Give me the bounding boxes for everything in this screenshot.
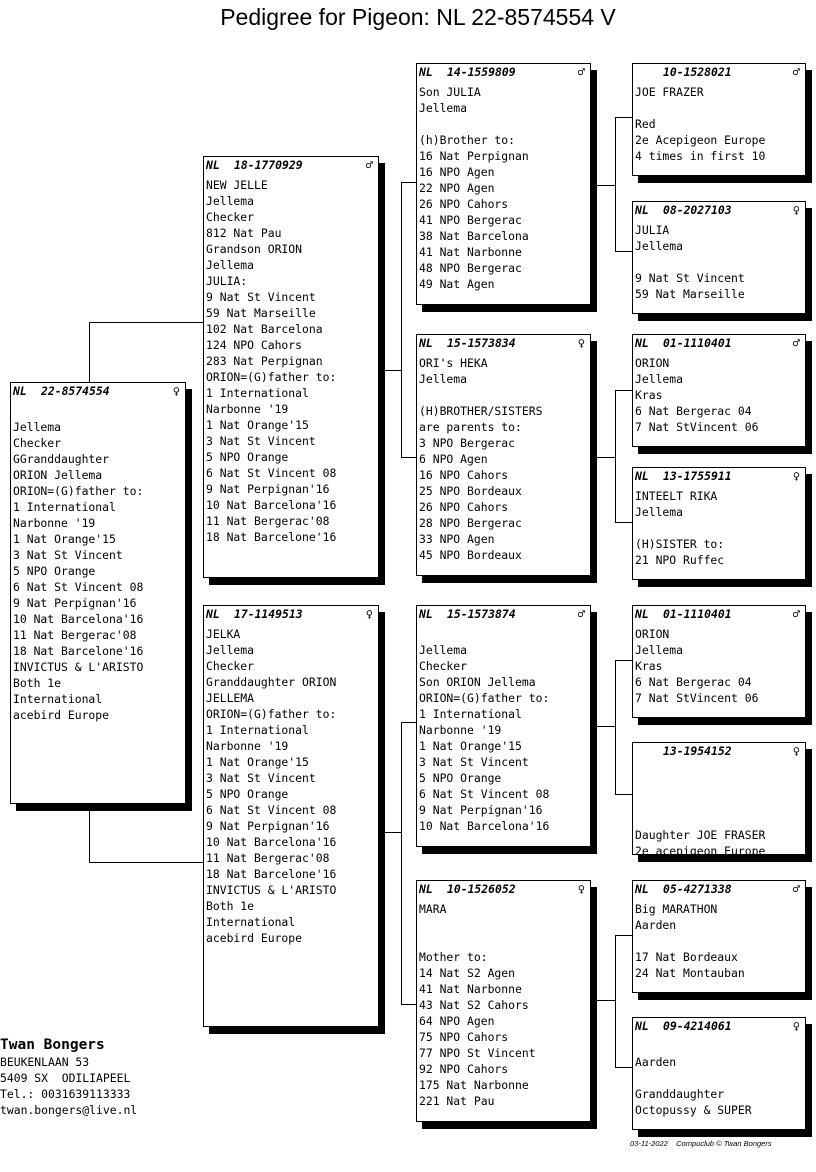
country-prefix: NL [419, 65, 433, 79]
connector [615, 935, 616, 1068]
card-line [419, 116, 590, 132]
card-line [635, 779, 805, 795]
card-line: Granddaughter ORION [206, 675, 337, 689]
card-line: GGranddaughter [13, 452, 110, 466]
ring-number: 01-1110401 [663, 607, 732, 621]
card-line: 1 Nat Orange'15 [206, 755, 309, 769]
card-line: 6 NPO Agen [419, 452, 488, 466]
connector [615, 935, 632, 936]
card-line: 221 Nat Pau [419, 1094, 495, 1108]
card-line: 10 Nat Barcelona'16 [419, 819, 550, 833]
male-icon: ♂ [577, 65, 585, 79]
card-lines [633, 897, 805, 981]
card-line: 64 NPO Agen [419, 1014, 495, 1028]
card-line: International [13, 692, 103, 706]
card-line: Narbonne '19 [206, 402, 289, 416]
card-lines [417, 897, 590, 1109]
connector [615, 660, 616, 795]
card-line: 48 NPO Bergerac [419, 261, 522, 275]
card-lines [633, 218, 805, 302]
ring-number: 14-1559809 [447, 65, 516, 79]
card-header [417, 606, 590, 622]
owner-city: 5409 SX ODILIAPEEL [0, 1071, 131, 1085]
card-line: 16 NPO Cahors [419, 468, 509, 482]
card-line: 3 NPO Bergerac [419, 436, 516, 450]
card-line: 175 Nat Narbonne [419, 1078, 529, 1092]
card-line: INVICTUS & L'ARISTO [13, 660, 144, 674]
card-line: 3 Nat St Vincent [13, 548, 123, 562]
card-line: MARA [419, 902, 447, 916]
connector [401, 722, 402, 1005]
card-lines [204, 173, 378, 545]
card-line: 18 Nat Barcelone'16 [206, 530, 337, 544]
connector [615, 1067, 632, 1068]
card-line [635, 100, 805, 116]
card-line: (H)SISTER to: [635, 537, 725, 551]
card-line [635, 795, 805, 811]
card-line: 14 Nat S2 Agen [419, 966, 516, 980]
card-line: acebird Europe [13, 708, 110, 722]
card-line: ORION [635, 627, 670, 641]
card-line: 77 NPO St Vincent [419, 1046, 536, 1060]
card-line: 7 Nat StVincent 06 [635, 691, 759, 705]
card-line: 1 International [13, 500, 116, 514]
card-line [635, 811, 805, 827]
connector [615, 390, 632, 391]
card-line: 1 Nat Orange'15 [206, 418, 309, 432]
pigeon-card-mmf [632, 880, 806, 993]
card-line [635, 763, 805, 779]
card-line: 1 International [206, 386, 309, 400]
pigeon-card-father [203, 156, 379, 578]
card-line: 5 NPO Orange [206, 450, 289, 464]
connector [615, 390, 616, 523]
connector [89, 862, 204, 863]
card-line: 41 NPO Bergerac [419, 213, 522, 227]
card-line: Octopussy & SUPER [635, 1103, 752, 1117]
card-line: Daughter JOE FRASER [635, 828, 766, 842]
card-line: 11 Nat Bergerac'08 [206, 514, 330, 528]
card-header [11, 383, 185, 399]
card-line: 18 Nat Barcelone'16 [206, 867, 337, 881]
card-line: 41 Nat Narbonne [419, 982, 522, 996]
card-line: 21 NPO Ruffec [635, 553, 725, 567]
card-line: ORION=(G)father to: [206, 707, 337, 721]
card-line [419, 933, 590, 949]
country-prefix: NL [13, 384, 27, 398]
card-line: 102 Nat Barcelona [206, 322, 323, 336]
card-line: 6 Nat St Vincent 08 [206, 803, 337, 817]
ring-number: 09-4214061 [663, 1019, 732, 1033]
male-icon: ♂ [792, 607, 800, 621]
card-line: Both 1e [13, 676, 62, 690]
card-line: 1 International [206, 723, 309, 737]
card-line: 18 Nat Barcelone'16 [13, 644, 144, 658]
female-icon: ♀ [792, 744, 800, 758]
connector [89, 322, 204, 323]
card-line: 10 Nat Barcelona'16 [206, 835, 337, 849]
card-line: 1 International [419, 707, 522, 721]
card-line: Grandson ORION [206, 242, 303, 256]
card-line: 1 Nat Orange'15 [13, 532, 116, 546]
card-line [419, 917, 590, 933]
card-line [13, 403, 185, 419]
card-line: 9 Nat St Vincent [635, 271, 745, 285]
pigeon-card-ff [416, 63, 591, 305]
card-line: JOE FRAZER [635, 85, 704, 99]
card-line: Checker [419, 659, 468, 673]
card-line: Mother to: [419, 950, 488, 964]
card-line: INVICTUS & L'ARISTO [206, 883, 337, 897]
card-line: Jellema [206, 194, 255, 208]
card-line: Granddaughter [635, 1087, 725, 1101]
connector [615, 522, 632, 523]
male-icon: ♂ [577, 607, 585, 621]
connector [615, 660, 632, 661]
card-line [635, 933, 805, 949]
card-lines [633, 80, 805, 164]
card-header [633, 1018, 805, 1034]
card-line: 1 Nat Orange'15 [419, 739, 522, 753]
card-header [417, 335, 590, 351]
card-line: JELKA [206, 627, 241, 641]
country-prefix: NL [419, 607, 433, 621]
card-line: 4 times in first 10 [635, 149, 766, 163]
card-line: 3 Nat St Vincent [206, 771, 316, 785]
card-line: (h)Brother to: [419, 133, 516, 147]
card-line: 3 Nat St Vincent [419, 755, 529, 769]
card-lines [633, 484, 805, 568]
female-icon: ♀ [577, 336, 585, 350]
card-line: 11 Nat Bergerac'08 [206, 851, 330, 865]
card-line: NEW JELLE [206, 178, 268, 192]
card-line: 124 NPO Cahors [206, 338, 303, 352]
male-icon: ♂ [792, 336, 800, 350]
card-line: 92 NPO Cahors [419, 1062, 509, 1076]
card-header [633, 64, 805, 80]
card-line: Jellema [635, 505, 684, 519]
country-prefix: NL [635, 1019, 649, 1033]
card-line: International [206, 915, 296, 929]
female-icon: ♀ [792, 1019, 800, 1033]
male-icon: ♂ [365, 158, 373, 172]
country-prefix: NL [419, 336, 433, 350]
card-lines [417, 80, 590, 292]
card-line: 49 Nat Agen [419, 277, 495, 291]
card-line: ORION=(G)father to: [13, 484, 144, 498]
card-line: Son JULIA [419, 85, 481, 99]
country-prefix: NL [635, 607, 649, 621]
card-line: ORION=(G)father to: [419, 691, 550, 705]
card-line: ORION=(G)father to: [206, 370, 337, 384]
connector [377, 370, 402, 371]
card-line: 6 Nat Bergerac 04 [635, 404, 752, 418]
country-prefix: NL [206, 158, 220, 172]
pigeon-card-mm [416, 880, 591, 1122]
pigeon-card-mff [632, 605, 806, 718]
card-lines [633, 351, 805, 435]
ring-number: 05-4271338 [663, 882, 732, 896]
card-line: Checker [206, 210, 255, 224]
card-line: 5 NPO Orange [419, 771, 502, 785]
card-lines [417, 622, 590, 834]
pigeon-card-fmf [632, 334, 806, 447]
card-line: Big MARATHON [635, 902, 718, 916]
card-line: Jellema [635, 372, 684, 386]
ring-number: 13-1954152 [663, 744, 732, 758]
card-lines [204, 622, 378, 946]
ring-number: 17-1149513 [234, 607, 303, 621]
country-prefix: NL [635, 203, 649, 217]
card-line: Jellema [635, 643, 684, 657]
connector [89, 804, 90, 862]
card-line: Jellema [419, 643, 468, 657]
ring-number: 01-1110401 [663, 336, 732, 350]
card-line: 812 Nat Pau [206, 226, 282, 240]
page-title: Pedigree for Pigeon: NL 22-8574554 V [220, 4, 616, 30]
pigeon-card-mother [203, 605, 379, 1027]
card-line: Narbonne '19 [419, 723, 502, 737]
connector [590, 1000, 616, 1001]
ring-number: 15-1573874 [447, 607, 516, 621]
card-line: Aarden [635, 1055, 677, 1069]
card-line: Checker [13, 436, 62, 450]
card-line: 6 Nat St Vincent 08 [13, 580, 144, 594]
card-line: Jellema [419, 372, 468, 386]
card-line [635, 520, 805, 536]
pigeon-card-mfm [632, 742, 806, 858]
connector [615, 251, 632, 252]
card-line: Both 1e [206, 899, 255, 913]
card-line: 38 Nat Barcelona [419, 229, 529, 243]
country-prefix: NL [419, 882, 433, 896]
owner-info [0, 1036, 137, 1118]
card-line: 9 Nat Perpignan'16 [13, 596, 137, 610]
card-lines [417, 351, 590, 563]
card-line [635, 1070, 805, 1086]
card-line: are parents to: [419, 420, 522, 434]
card-header [633, 743, 805, 759]
card-line: Jellema [13, 420, 62, 434]
card-lines [11, 399, 185, 723]
card-header [417, 881, 590, 897]
connector [89, 322, 90, 383]
pigeon-card-mmm [632, 1017, 806, 1130]
connector [401, 182, 402, 458]
card-line: 9 Nat Perpignan'16 [419, 803, 543, 817]
card-line: ORI's HEKA [419, 356, 488, 370]
card-line: Red [635, 117, 656, 131]
card-line: Narbonne '19 [13, 516, 96, 530]
card-line [635, 254, 805, 270]
card-line: 2e acepigeon Europe [635, 844, 766, 858]
connector [377, 832, 402, 833]
card-line: 6 Nat Bergerac 04 [635, 675, 752, 689]
pigeon-card-ffm [632, 201, 806, 314]
card-line: Narbonne '19 [206, 739, 289, 753]
card-header [633, 606, 805, 622]
card-line: 24 Nat Montauban [635, 966, 745, 980]
owner-address: BEUKENLAAN 53 [0, 1055, 90, 1069]
card-line: acebird Europe [206, 931, 303, 945]
card-line: 43 Nat S2 Cahors [419, 998, 529, 1012]
card-lines [633, 622, 805, 706]
ring-number: 10-1526052 [447, 882, 516, 896]
country-prefix: NL [635, 336, 649, 350]
card-line: 17 Nat Bordeaux [635, 950, 738, 964]
male-icon: ♂ [792, 65, 800, 79]
footer-credit: 03-11-2022 Compuclub © Twan Bongers [630, 1139, 772, 1148]
connector [615, 117, 616, 252]
card-line: 22 NPO Agen [419, 181, 495, 195]
card-header [633, 881, 805, 897]
card-line: 2e Acepigeon Europe [635, 133, 766, 147]
card-line: JULIA: [206, 274, 248, 288]
card-line: 75 NPO Cahors [419, 1030, 509, 1044]
card-header [633, 335, 805, 351]
connector [590, 457, 616, 458]
card-line: 45 NPO Bordeaux [419, 548, 522, 562]
card-header [633, 202, 805, 218]
ring-number: 08-2027103 [663, 203, 732, 217]
male-icon: ♂ [792, 882, 800, 896]
card-line: 9 Nat Perpignan'16 [206, 819, 330, 833]
card-line: Jellema [419, 101, 468, 115]
card-line: 283 Nat Perpignan [206, 354, 323, 368]
card-line: INTEELT RIKA [635, 489, 718, 503]
pigeon-card-fff [632, 63, 806, 176]
card-line: JULIA [635, 223, 670, 237]
pigeon-card-fm [416, 334, 591, 576]
female-icon: ♀ [792, 203, 800, 217]
ring-number: 13-1755911 [663, 469, 732, 483]
connector [615, 117, 632, 118]
card-line: Son ORION Jellema [419, 675, 536, 689]
card-header [204, 157, 378, 173]
owner-email[interactable]: twan.bongers@live.nl [0, 1103, 138, 1117]
connector [615, 794, 632, 795]
card-line: 59 Nat Marseille [635, 287, 745, 301]
card-line: (H)BROTHER/SISTERS [419, 404, 543, 418]
country-prefix: NL [635, 469, 649, 483]
card-header [417, 64, 590, 80]
country-prefix: NL [635, 882, 649, 896]
card-line: 10 Nat Barcelona'16 [206, 498, 337, 512]
pigeon-card-fmm [632, 467, 806, 580]
card-line: 41 Nat Narbonne [419, 245, 522, 259]
card-line: 7 Nat StVincent 06 [635, 420, 759, 434]
card-line: 6 Nat St Vincent 08 [206, 466, 337, 480]
card-line [419, 387, 590, 403]
card-line [635, 1038, 805, 1054]
ring-number: 22-8574554 [41, 384, 110, 398]
connector [401, 457, 417, 458]
card-header [633, 468, 805, 484]
card-lines [633, 759, 805, 859]
female-icon: ♀ [792, 469, 800, 483]
female-icon: ♀ [577, 882, 585, 896]
card-line: 10 Nat Barcelona'16 [13, 612, 144, 626]
card-line: JELLEMA [206, 691, 255, 705]
card-header [204, 606, 378, 622]
card-line: 26 NPO Cahors [419, 500, 509, 514]
card-line: 11 Nat Bergerac'08 [13, 628, 137, 642]
owner-phone: Tel.: 0031639113333 [0, 1087, 131, 1101]
card-line: Checker [206, 659, 255, 673]
ring-number: 18-1770929 [234, 158, 303, 172]
ring-number: 10-1528021 [663, 65, 732, 79]
card-line: 3 Nat St Vincent [206, 434, 316, 448]
ring-number: 15-1573834 [447, 336, 516, 350]
card-line: ORION Jellema [13, 468, 103, 482]
card-line: 28 NPO Bergerac [419, 516, 522, 530]
card-line: ORION [635, 356, 670, 370]
female-icon: ♀ [172, 384, 180, 398]
card-line: 59 Nat Marseille [206, 306, 316, 320]
card-line: 26 NPO Cahors [419, 197, 509, 211]
card-line: Jellema [206, 643, 255, 657]
card-line: Kras [635, 659, 663, 673]
card-line: Jellema [206, 258, 255, 272]
card-lines [633, 1034, 805, 1118]
connector [590, 185, 616, 186]
card-line: Jellema [635, 239, 684, 253]
card-line: 9 Nat Perpignan'16 [206, 482, 330, 496]
card-line [419, 626, 590, 642]
female-icon: ♀ [365, 607, 373, 621]
card-line: 9 Nat St Vincent [206, 290, 316, 304]
connector [590, 726, 616, 727]
country-prefix: NL [206, 607, 220, 621]
connector [401, 182, 417, 183]
card-line: 16 NPO Agen [419, 165, 495, 179]
card-line: Aarden [635, 918, 677, 932]
pigeon-card-subject [10, 382, 186, 804]
connector [401, 722, 417, 723]
card-line: 5 NPO Orange [206, 787, 289, 801]
card-line: 5 NPO Orange [13, 564, 96, 578]
card-line: Kras [635, 388, 663, 402]
card-line: 33 NPO Agen [419, 532, 495, 546]
card-line: 6 Nat St Vincent 08 [419, 787, 550, 801]
owner-name: Twan Bongers [0, 1037, 105, 1053]
card-line: 25 NPO Bordeaux [419, 484, 522, 498]
connector [401, 1004, 417, 1005]
card-line: 16 Nat Perpignan [419, 149, 529, 163]
pigeon-card-mf [416, 605, 591, 847]
